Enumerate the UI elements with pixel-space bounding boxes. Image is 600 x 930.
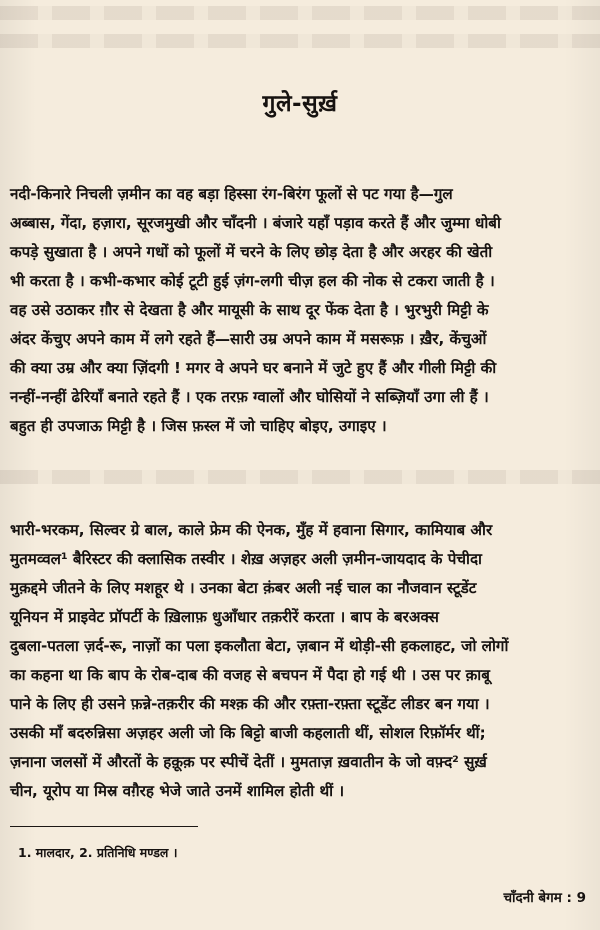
footnote-divider (10, 826, 198, 827)
paragraph-1: नदी-किनारे निचली ज़मीन का वह बड़ा हिस्सा रंग-बिरंग फूलों से पट गया है—गुल अब्बास, गेंदा, हज़ारा, सूरजमुखी और चाँदनी । बंजारे यहाँ पड़ाव करते हैं और जुम्मा धोबी कपड़े सुखाता है । अपने गधों को फूलों में चरने के लिए छोड़ देता है और अरहर की खेती भी करता है । कभी-कभार कोई टूटी हुई ज़ंग-लगी चीज़ हल की नोक से टकरा जाती है । वह उसे उठाकर ग़ौर से देखता है और मायूसी के साथ दूर फेंक देता है । भुरभुरी मिट्टी के अंदर केंचुए अपने काम में लगे रहते हैं—सारी उम्र अपने काम में मसरूफ़ । ख़ैर, केंचुओं की क्या उम्र और क्या ज़िंदगी ! मगर वे अपने घर बनाने में जुटे हुए हैं और गीली मिट्टी की नन्हीं-नन्हीं ढेरियाँ बनाते रहते हैं । एक तरफ़ ग्वालों और घोसियों ने सब्ज़ियाँ उगा ली हैं । बहुत ही उपजाऊ मिट्टी है । जिस फ़स्ल में जो चाहिए बोइए, उगाइए । (10, 185, 501, 435)
show-through-text-top-2 (0, 34, 600, 48)
paragraph-2: भारी-भरकम, सिल्वर ग्रे बाल, काले फ्रेम की ऐनक, मुँह में हवाना सिगार, कामियाब और मुतमव्वल¹ बैरिस्टर की क्लासिक तस्वीर । शेख़ अज़हर अली ज़मीन-जायदाद के पेचीदा मुक़द्दमे जीतने के लिए मशहूर थे । उनका बेटा क़ंबर अली नई चाल का नौजवान स्टूडेंट यूनियन में प्राइवेट प्रॉपर्टी के ख़िलाफ़ धुआँधार तक़रीरें करता । बाप के बरअक्स दुबला-पतला ज़र्द-रू, नाज़ों का पला इकलौता बेटा, ज़बान में थोड़ी-सी हकलाहट, जो लोगों का कहना था कि बाप के रोब-दाब की वजह से बचपन में पैदा हो गई थी । उस पर क़ाबू पाने के लिए ही उसने फ़न्ने-तक़रीर की मश्क़ की और रफ़्ता-रफ़्ता स्टूडेंट लीडर बन गया । उसकी माँ बदरुन्निसा अज़हर अली जो कि बिट्टो बाजी कहलाती थीं, सोशल रिफ़ॉर्मर थीं; ज़नाना जलसों में औरतों के हक़ूक़ पर स्पीचें देतीं । मुमताज़ ख़वातीन के जो वफ़्द² सुर्ख़ चीन, यूरोप या मिस्र वग़ैरह भेजे जाते उनमें शामिल होती थीं । (10, 521, 509, 800)
show-through-text-middle (0, 470, 600, 484)
chapter-title: गुले-सुर्ख़ (262, 91, 338, 117)
show-through-text-top (0, 6, 600, 20)
footnote: 1. मालदार, 2. प्रतिनिधि मण्डल । (18, 845, 178, 860)
page-footer: चाँदनी बेगम : 9 (503, 890, 586, 906)
